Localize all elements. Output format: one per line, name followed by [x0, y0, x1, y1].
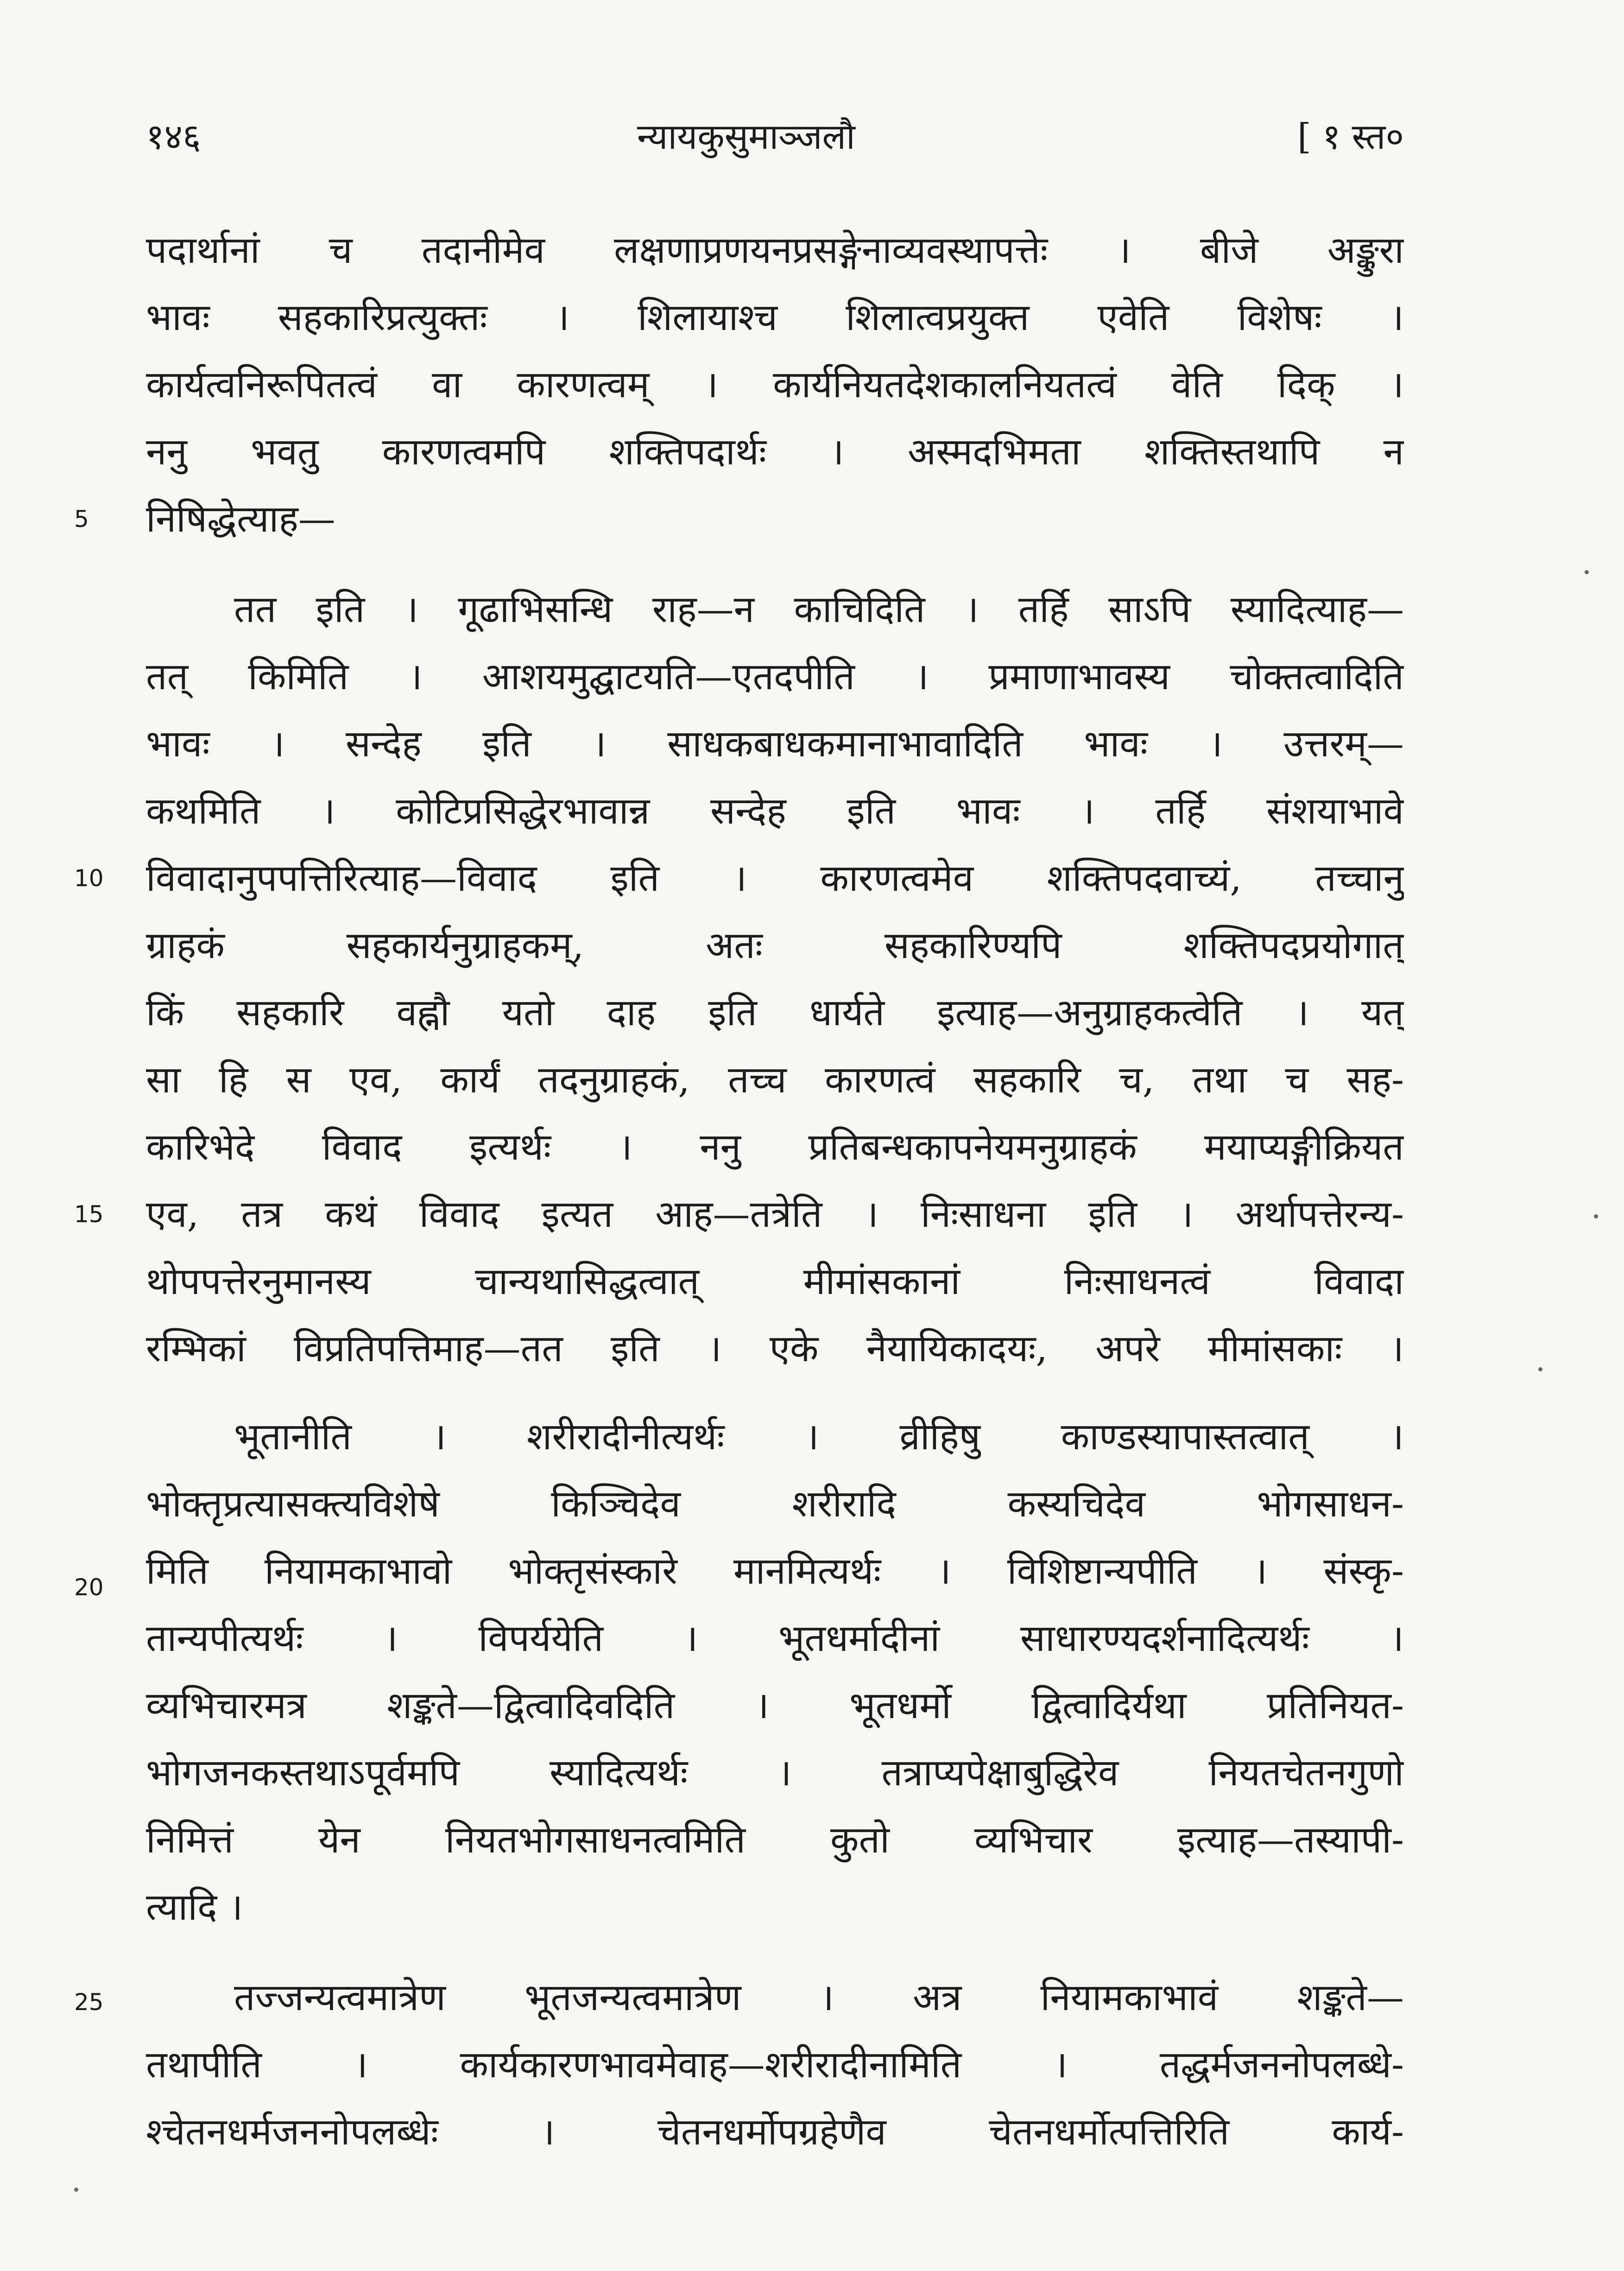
text-line: किं सहकारि वह्नौ यतो दाह इति धार्यते इत्याह—अनुग्राहकत्वेति । यत् — [146, 991, 1404, 1034]
line-number: 15 — [74, 1201, 104, 1228]
text-line: ग्राहकं सहकार्यनुग्राहकम्, अतः सहकारिण्यपि शक्तिपदप्रयोगात् — [146, 924, 1404, 967]
text-line: एव, तत्र कथं विवाद इत्यत आह—तत्रेति । निःसाधना इति । अर्थापत्तेरन्य- — [146, 1193, 1404, 1236]
line-number: 5 — [74, 506, 89, 533]
text-line: भोगजनकस्तथाऽपूर्वमपि स्यादित्यर्थः । तत्राप्यपेक्षाबुद्धिरेव नियतचेतनगुणो — [146, 1751, 1404, 1794]
text-line: ननु भवतु कारणत्वमपि शक्तिपदार्थः । अस्मदभिमता शक्तिस्तथापि न — [146, 430, 1404, 473]
text-line: निषिद्धेत्याह— — [146, 497, 335, 540]
text-line: भूतानीति । शरीरादीनीत्यर्थः । व्रीहिषु काण्डस्यापास्तत्वात् । — [234, 1415, 1404, 1458]
text-line: तथापीति । कार्यकारणभावमेवाह—शरीरादीनामिति । तद्धर्मजननोपलब्धे- — [146, 2043, 1404, 2086]
text-line: कारिभेदे विवाद इत्यर्थः । ननु प्रतिबन्धकापनेयमनुग्राहकं मयाप्यङ्गीक्रियत — [146, 1125, 1404, 1168]
text-line: भावः । सन्देह इति । साधकबाधकमानाभावादिति भावः । उत्तरम्— — [146, 722, 1404, 765]
text-line: तत् किमिति । आशयमुद्घाटयति—एतदपीति । प्रमाणाभावस्य चोक्तत्वादिति — [146, 655, 1404, 698]
section-marker: [ १ स्त० — [1297, 116, 1404, 157]
text-line: कार्यत्वनिरूपितत्वं वा कारणत्वम् । कार्यनियतदेशकालनियतत्वं वेति दिक् । — [146, 363, 1404, 406]
text-line: तान्यपीत्यर्थः । विपर्ययेति । भूतधर्मादीनां साधारण्यदर्शनादित्यर्थः । — [146, 1617, 1404, 1660]
scan-speck — [1538, 1367, 1542, 1371]
text-line: रम्भिकां विप्रतिपत्तिमाह—तत इति । एके नैयायिकादयः, अपरे मीमांसकाः । — [146, 1327, 1404, 1370]
text-line: निमित्तं येन नियतभोगसाधनत्वमिति कुतो व्यभिचार इत्याह—तस्यापी- — [146, 1818, 1404, 1861]
text-line: सा हि स एव, कार्यं तदनुग्राहकं, तच्च कारणत्वं सहकारि च, तथा च सह- — [146, 1058, 1404, 1101]
line-number: 10 — [74, 865, 104, 892]
page-number: १४६ — [146, 116, 201, 157]
scan-speck — [1585, 570, 1589, 574]
scan-speck — [74, 2188, 78, 2192]
line-number: 25 — [74, 1989, 104, 2016]
text-line: तज्जन्यत्वमात्रेण भूतजन्यत्वमात्रेण । अत्र नियामकाभावं शङ्कते— — [234, 1976, 1404, 2019]
text-line: विवादानुपपत्तिरित्याह—विवाद इति । कारणत्वमेव शक्तिपदवाच्यं, तच्चानु — [146, 856, 1404, 900]
text-line: त्यादि । — [146, 1885, 243, 1928]
running-title: न्यायकुसुमाञ्जलौ — [637, 116, 855, 157]
text-line: पदार्थानां च तदानीमेव लक्षणाप्रणयनप्रसङ्गेनाव्यवस्थापत्तेः । बीजे अङ्कुरा — [146, 228, 1404, 272]
scan-speck — [1594, 1214, 1598, 1218]
text-line: तत इति । गूढाभिसन्धि राह—न काचिदिति । तर्हि साऽपि स्यादित्याह— — [234, 588, 1404, 631]
text-line: भावः सहकारिप्रत्युक्तः । शिलायाश्च शिलात्वप्रयुक्त एवेति विशेषः । — [146, 296, 1404, 339]
text-line: मिति नियामकाभावो भोक्तृसंस्कारे मानमित्यर्थः । विशिष्टान्यपीति । संस्कृ- — [146, 1549, 1404, 1592]
text-line: श्चेतनधर्मजननोपलब्धेः । चेतनधर्मोपग्रहेणैव चेतनधर्मोत्पत्तिरिति कार्य- — [146, 2110, 1404, 2153]
text-line: थोपपत्तेरनुमानस्य चान्यथासिद्धत्वात् मीमांसकानां निःसाधनत्वं विवादा — [146, 1260, 1404, 1303]
text-line: भोक्तृप्रत्यासक्त्यविशेषे किञ्चिदेव शरीरादि कस्यचिदेव भोगसाधन- — [146, 1482, 1404, 1525]
page-header — [146, 111, 1404, 167]
line-number: 20 — [74, 1574, 104, 1601]
text-line: व्यभिचारमत्र शङ्कते—द्वित्वादिवदिति । भूतधर्मो द्वित्वादिर्यथा प्रतिनियत- — [146, 1684, 1404, 1727]
text-line: कथमिति । कोटिप्रसिद्धेरभावान्न सन्देह इति भावः । तर्हि संशयाभावे — [146, 789, 1404, 832]
